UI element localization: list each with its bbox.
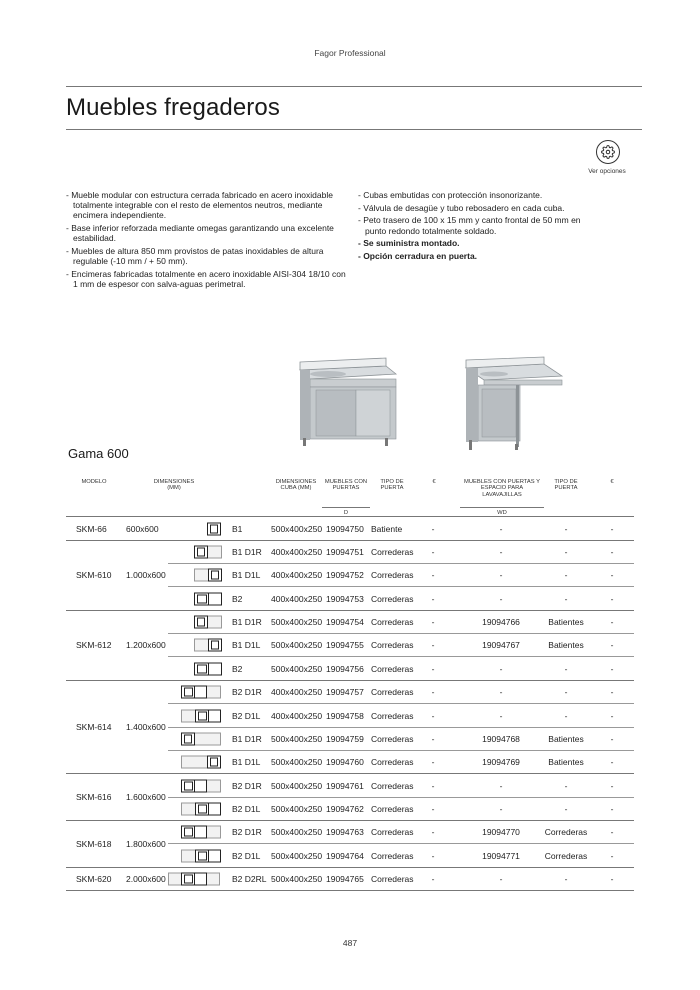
row-price-2: - bbox=[610, 639, 614, 650]
row-separator bbox=[168, 633, 634, 634]
row-price-2: - bbox=[610, 850, 614, 861]
cabinet-box bbox=[194, 662, 222, 675]
row-ref: 19094754 bbox=[326, 616, 364, 627]
row-door-type: Correderas bbox=[371, 826, 414, 837]
row-separator bbox=[168, 843, 634, 844]
row-ref-dishwasher: - bbox=[499, 546, 503, 557]
row-door-type-2: Batientes bbox=[548, 756, 584, 767]
row-price: - bbox=[431, 826, 435, 837]
row-code: B1 D1L bbox=[232, 569, 261, 580]
row-door-type-2: Correderas bbox=[544, 850, 588, 861]
door bbox=[184, 874, 193, 883]
row-dim-cuba: 500x400x250 bbox=[271, 756, 323, 767]
drainboard bbox=[208, 545, 222, 558]
row-dim-cuba: 500x400x250 bbox=[271, 733, 323, 744]
row-door-type: Correderas bbox=[371, 569, 414, 580]
brand-name: Fagor Professional bbox=[314, 48, 386, 58]
row-door-type-2: Correderas bbox=[544, 826, 588, 837]
row-door-type-2: Batientes bbox=[548, 616, 584, 627]
row-price-2: - bbox=[610, 803, 614, 814]
header-tipo-puerta: TIPO DE PUERTA bbox=[380, 479, 404, 492]
door-divider bbox=[208, 593, 209, 604]
drainboard bbox=[194, 638, 208, 651]
header-sub-d: D bbox=[343, 510, 349, 516]
row-door-type-2: - bbox=[564, 710, 568, 721]
row-ref-dishwasher: - bbox=[499, 663, 503, 674]
row-door-type: Correderas bbox=[371, 733, 414, 744]
row-price-2: - bbox=[610, 523, 614, 534]
sink-schematic bbox=[181, 685, 221, 698]
options-label[interactable]: Ver opciones bbox=[588, 168, 626, 175]
drainboard bbox=[207, 685, 221, 698]
door bbox=[198, 711, 207, 720]
header-dim-cuba: DIMENSIONES CUBA (MM) bbox=[275, 479, 317, 492]
cabinet-box bbox=[208, 638, 222, 651]
row-code: B2 bbox=[232, 593, 243, 604]
row-price: - bbox=[431, 756, 435, 767]
row-price: - bbox=[431, 663, 435, 674]
group-dimensions: 1.400x600 bbox=[126, 721, 166, 732]
row-code: B1 D1L bbox=[232, 639, 261, 650]
row-door-type: Correderas bbox=[371, 616, 414, 627]
cabinet-box bbox=[181, 825, 207, 838]
cabinet-box bbox=[181, 732, 195, 745]
door bbox=[197, 664, 207, 673]
header-sub-wd: WD bbox=[497, 510, 507, 516]
group-model: SKM-614 bbox=[76, 721, 112, 732]
row-ref: 19094750 bbox=[326, 523, 364, 534]
row-price-2: - bbox=[610, 546, 614, 557]
door bbox=[184, 687, 193, 696]
options-button[interactable] bbox=[596, 140, 620, 164]
door-divider bbox=[194, 780, 195, 791]
description-left bbox=[66, 190, 348, 292]
cabinet-box bbox=[181, 685, 207, 698]
group-separator bbox=[66, 867, 634, 868]
row-door-type: Correderas bbox=[371, 803, 414, 814]
group-separator bbox=[66, 890, 634, 891]
row-separator bbox=[168, 656, 634, 657]
sink-schematic bbox=[194, 545, 222, 558]
drainboard bbox=[181, 849, 195, 862]
row-code: B2 D1L bbox=[232, 850, 261, 861]
row-price: - bbox=[431, 616, 435, 627]
description-item: - Cubas embutidas con protección insonorizante. bbox=[358, 190, 543, 200]
group-model: SKM-612 bbox=[76, 640, 112, 651]
row-separator bbox=[168, 563, 634, 564]
door bbox=[211, 640, 219, 649]
row-dim-cuba: 500x400x250 bbox=[271, 826, 323, 837]
row-dim-cuba: 500x400x250 bbox=[271, 780, 323, 791]
group-separator bbox=[66, 610, 634, 611]
row-ref-dishwasher: - bbox=[499, 873, 503, 884]
sink-schematic bbox=[181, 732, 221, 745]
row-code: B2 D1L bbox=[232, 710, 261, 721]
row-ref: 19094755 bbox=[326, 639, 364, 650]
sink-schematic bbox=[207, 522, 221, 535]
cabinet-box bbox=[207, 522, 221, 535]
door-divider bbox=[208, 803, 209, 814]
row-door-type: Correderas bbox=[371, 710, 414, 721]
sink-schematic bbox=[181, 755, 221, 768]
door bbox=[210, 524, 218, 533]
page-number: 487 bbox=[342, 938, 358, 948]
row-price-2: - bbox=[610, 780, 614, 791]
group-separator bbox=[66, 540, 634, 541]
row-door-type-2: - bbox=[564, 523, 568, 534]
group-model: SKM-620 bbox=[76, 873, 112, 884]
section-title: Gama 600 bbox=[68, 446, 129, 461]
row-door-type: Batiente bbox=[371, 523, 403, 534]
drainboard bbox=[207, 779, 221, 792]
page-title: Muebles fregaderos bbox=[66, 94, 280, 121]
description-item-bold: - Se suministra montado. bbox=[358, 238, 460, 249]
sink-schematic bbox=[194, 592, 222, 605]
description-item: - Válvula de desagüe y tubo rebosadero en cada cuba. bbox=[358, 202, 565, 213]
sink-schematic bbox=[194, 615, 222, 628]
row-dim-cuba: 500x400x250 bbox=[271, 639, 323, 650]
row-door-type-2: - bbox=[564, 780, 568, 791]
row-door-type: Correderas bbox=[371, 873, 414, 884]
row-dim-cuba: 500x400x250 bbox=[271, 803, 323, 814]
row-door-type: Correderas bbox=[371, 593, 414, 604]
row-ref-dishwasher: - bbox=[499, 593, 503, 604]
row-ref: 19094762 bbox=[326, 803, 364, 814]
row-price-2: - bbox=[610, 593, 614, 604]
sink-schematic bbox=[168, 872, 220, 885]
row-price: - bbox=[431, 523, 435, 534]
door-divider bbox=[208, 710, 209, 721]
drainboard bbox=[195, 732, 221, 745]
row-code: B2 D1R bbox=[232, 780, 262, 791]
description-item: - Mueble modular con estructura cerrada fabricado en acero inoxidable totalmente integrable con el resto de elementos neutros, mediante encimera independiente. bbox=[66, 190, 333, 221]
door-divider bbox=[208, 663, 209, 674]
row-door-type-2: - bbox=[564, 593, 568, 604]
door bbox=[197, 547, 205, 556]
group-separator bbox=[66, 773, 634, 774]
row-ref: 19094756 bbox=[326, 663, 364, 674]
group-model: SKM-618 bbox=[76, 838, 112, 849]
row-price-2: - bbox=[610, 569, 614, 580]
drainboard bbox=[181, 755, 207, 768]
row-ref: 19094757 bbox=[326, 686, 364, 697]
row-price: - bbox=[431, 593, 435, 604]
gear-icon bbox=[601, 145, 615, 159]
row-door-type: Correderas bbox=[371, 686, 414, 697]
row-ref: 19094764 bbox=[326, 850, 364, 861]
row-separator bbox=[168, 750, 634, 751]
drainboard bbox=[181, 709, 195, 722]
drainboard bbox=[194, 568, 208, 581]
header-divider bbox=[66, 86, 642, 87]
description-right bbox=[358, 190, 590, 264]
row-door-type: Correderas bbox=[371, 780, 414, 791]
group-dimensions: 2.000x600 bbox=[126, 873, 166, 884]
row-code: B2 D1L bbox=[232, 803, 261, 814]
group-dimensions: 600x600 bbox=[126, 523, 159, 534]
row-dim-cuba: 500x400x250 bbox=[271, 850, 323, 861]
row-ref: 19094761 bbox=[326, 780, 364, 791]
description-item: - Base inferior reforzada mediante omegas garantizando una excelente estabilidad. bbox=[66, 223, 334, 244]
drainboard bbox=[208, 615, 222, 628]
row-price: - bbox=[431, 546, 435, 557]
description-item: - Peto trasero de 100 x 15 mm y canto frontal de 50 mm en punto redondo totalmente soldado. bbox=[358, 215, 581, 236]
door bbox=[210, 757, 218, 766]
header-tipo-puerta-2: TIPO DE PUERTA bbox=[554, 479, 578, 492]
door-divider bbox=[208, 850, 209, 861]
row-price-2: - bbox=[610, 663, 614, 674]
row-code: B2 bbox=[232, 663, 243, 674]
row-separator bbox=[168, 703, 634, 704]
row-ref-dishwasher: - bbox=[499, 686, 503, 697]
row-ref-dishwasher: - bbox=[499, 523, 503, 534]
row-dim-cuba: 400x400x250 bbox=[271, 546, 323, 557]
row-price: - bbox=[431, 686, 435, 697]
header-muebles-puertas: MUEBLES CON PUERTAS bbox=[324, 479, 368, 492]
row-ref: 19094759 bbox=[326, 733, 364, 744]
row-price-2: - bbox=[610, 873, 614, 884]
sink-schematic bbox=[181, 849, 221, 862]
row-ref-dishwasher: 19094766 bbox=[482, 616, 520, 627]
door bbox=[184, 781, 193, 790]
row-price-2: - bbox=[610, 710, 614, 721]
row-price-2: - bbox=[610, 616, 614, 627]
row-code: B2 D1R bbox=[232, 686, 262, 697]
cabinet-box bbox=[195, 709, 221, 722]
row-ref: 19094753 bbox=[326, 593, 364, 604]
header-euro-2: € bbox=[610, 479, 614, 485]
cabinet-box bbox=[195, 849, 221, 862]
row-separator bbox=[168, 727, 634, 728]
row-ref-dishwasher: 19094770 bbox=[482, 826, 520, 837]
row-ref: 19094765 bbox=[326, 873, 364, 884]
row-dim-cuba: 500x400x250 bbox=[271, 663, 323, 674]
row-door-type: Correderas bbox=[371, 546, 414, 557]
door bbox=[184, 827, 193, 836]
row-price: - bbox=[431, 803, 435, 814]
drainboard bbox=[207, 872, 220, 885]
row-dim-cuba: 500x400x250 bbox=[271, 873, 323, 884]
product-image-dishwasher-space bbox=[458, 356, 568, 454]
description-item: - Muebles de altura 850 mm provistos de patas inoxidables de altura regulable (-10 mm / + 50 mm). bbox=[66, 246, 324, 267]
row-price: - bbox=[431, 733, 435, 744]
group-separator bbox=[66, 680, 634, 681]
row-ref-dishwasher: - bbox=[499, 569, 503, 580]
title-divider bbox=[66, 129, 642, 130]
row-separator bbox=[168, 586, 634, 587]
row-door-type-2: - bbox=[564, 803, 568, 814]
group-model: SKM-66 bbox=[76, 523, 107, 534]
row-ref-dishwasher: 19094768 bbox=[482, 733, 520, 744]
row-ref: 19094758 bbox=[326, 710, 364, 721]
cabinet-box bbox=[181, 872, 207, 885]
row-ref-dishwasher: 19094769 bbox=[482, 756, 520, 767]
row-ref: 19094760 bbox=[326, 756, 364, 767]
header-modelo: MODELO bbox=[81, 479, 107, 485]
cabinet-box bbox=[194, 615, 208, 628]
row-dim-cuba: 400x400x250 bbox=[271, 569, 323, 580]
header-muebles-lavavajillas: MUEBLES CON PUERTAS Y ESPACIO PARA LAVAVAJILLAS bbox=[463, 479, 541, 498]
row-door-type-2: - bbox=[564, 546, 568, 557]
row-price-2: - bbox=[610, 686, 614, 697]
drainboard bbox=[181, 802, 195, 815]
sink-schematic bbox=[194, 568, 222, 581]
group-dimensions: 1.600x600 bbox=[126, 792, 166, 803]
row-code: B2 D2RL bbox=[232, 873, 267, 884]
row-dim-cuba: 400x400x250 bbox=[271, 593, 323, 604]
drainboard bbox=[207, 825, 221, 838]
group-model: SKM-616 bbox=[76, 792, 112, 803]
door bbox=[211, 570, 219, 579]
drainboard bbox=[168, 872, 181, 885]
description-item: - Encimeras fabricadas totalmente en acero inoxidable AISI-304 18/10 con 1 mm de espesor con salva-aguas perimetral. bbox=[66, 268, 346, 290]
cabinet-box bbox=[195, 802, 221, 815]
sink-schematic bbox=[181, 802, 221, 815]
header-underline-wd bbox=[460, 507, 544, 508]
door bbox=[198, 804, 207, 813]
row-price-2: - bbox=[610, 756, 614, 767]
sink-schematic bbox=[194, 662, 222, 675]
group-dimensions: 1.200x600 bbox=[126, 640, 166, 651]
cabinet-box bbox=[208, 568, 222, 581]
row-dim-cuba: 500x400x250 bbox=[271, 616, 323, 627]
row-code: B1 D1R bbox=[232, 733, 262, 744]
row-price-2: - bbox=[610, 733, 614, 744]
cabinet-box bbox=[194, 592, 222, 605]
door-divider bbox=[194, 873, 195, 884]
header-euro: € bbox=[432, 479, 436, 485]
row-ref-dishwasher: 19094767 bbox=[482, 639, 520, 650]
door-divider bbox=[194, 826, 195, 837]
sink-schematic bbox=[194, 638, 222, 651]
row-code: B1 D1L bbox=[232, 756, 261, 767]
door bbox=[197, 594, 207, 603]
group-model: SKM-610 bbox=[76, 570, 112, 581]
row-ref-dishwasher: - bbox=[499, 803, 503, 814]
row-door-type: Correderas bbox=[371, 850, 414, 861]
row-price: - bbox=[431, 873, 435, 884]
door-divider bbox=[194, 686, 195, 697]
table-top-line bbox=[66, 516, 634, 517]
group-separator bbox=[66, 820, 634, 821]
row-door-type-2: - bbox=[564, 569, 568, 580]
row-door-type-2: - bbox=[564, 873, 568, 884]
row-door-type: Correderas bbox=[371, 639, 414, 650]
row-ref: 19094751 bbox=[326, 546, 364, 557]
row-ref-dishwasher: - bbox=[499, 710, 503, 721]
row-ref: 19094752 bbox=[326, 569, 364, 580]
row-door-type-2: - bbox=[564, 686, 568, 697]
door bbox=[184, 734, 192, 743]
door bbox=[197, 617, 205, 626]
row-door-type: Correderas bbox=[371, 663, 414, 674]
cabinet-box bbox=[207, 755, 221, 768]
row-price: - bbox=[431, 850, 435, 861]
row-code: B1 D1R bbox=[232, 616, 262, 627]
row-separator bbox=[168, 797, 634, 798]
description-item-bold: - Opción cerradura en puerta. bbox=[358, 251, 478, 262]
row-code: B1 bbox=[232, 523, 243, 534]
header-dimensiones: DIMENSIONES (MM) bbox=[153, 479, 195, 492]
row-price: - bbox=[431, 639, 435, 650]
row-price-2: - bbox=[610, 826, 614, 837]
row-code: B1 D1R bbox=[232, 546, 262, 557]
row-dim-cuba: 400x400x250 bbox=[271, 710, 323, 721]
row-price: - bbox=[431, 710, 435, 721]
group-dimensions: 1.800x600 bbox=[126, 838, 166, 849]
product-image-sliding-doors bbox=[290, 352, 402, 450]
sink-schematic bbox=[181, 779, 221, 792]
row-dim-cuba: 400x400x250 bbox=[271, 686, 323, 697]
row-door-type-2: Batientes bbox=[548, 639, 584, 650]
row-ref-dishwasher: - bbox=[499, 780, 503, 791]
row-door-type: Correderas bbox=[371, 756, 414, 767]
group-dimensions: 1.000x600 bbox=[126, 570, 166, 581]
row-dim-cuba: 500x400x250 bbox=[271, 523, 323, 534]
sink-schematic bbox=[181, 709, 221, 722]
row-ref-dishwasher: 19094771 bbox=[482, 850, 520, 861]
row-price: - bbox=[431, 780, 435, 791]
row-door-type-2: - bbox=[564, 663, 568, 674]
door bbox=[198, 851, 207, 860]
cabinet-box bbox=[181, 779, 207, 792]
header-underline-d bbox=[322, 507, 370, 508]
row-ref: 19094763 bbox=[326, 826, 364, 837]
sink-schematic bbox=[181, 825, 221, 838]
row-door-type-2: Batientes bbox=[548, 733, 584, 744]
row-price: - bbox=[431, 569, 435, 580]
cabinet-box bbox=[194, 545, 208, 558]
row-code: B2 D1R bbox=[232, 826, 262, 837]
